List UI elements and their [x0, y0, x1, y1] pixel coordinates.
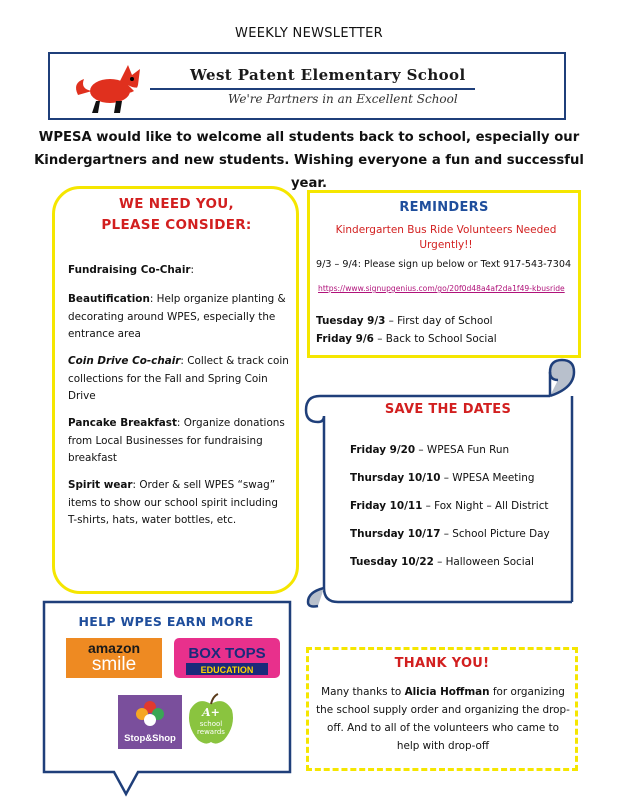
school-word: school [199, 720, 223, 728]
save-date-day: Friday 9/20 [350, 444, 416, 456]
save-date-event: – WPESA Meeting [440, 472, 535, 484]
volunteer-desc: : Order & sell WPES “swag” items to show our school spirit including T-shirts, hats, water bottles, etc. [68, 479, 278, 526]
volunteer-item [68, 262, 290, 280]
box-tops-word: BOX TOPS [188, 645, 266, 662]
flower-icon [118, 695, 182, 733]
amazon-smile-logo[interactable] [66, 638, 162, 678]
save-date-event: – Fox Night – All District [422, 500, 549, 512]
reminders-title: REMINDERS [399, 200, 489, 215]
volunteer-title [54, 194, 299, 236]
volunteer-role: Spirit wear [68, 479, 133, 491]
volunteer-role: Beautification [68, 293, 150, 305]
thank-you-title: THANK YOU! [394, 656, 490, 671]
save-date-day: Thursday 10/17 [350, 528, 441, 540]
volunteer-item [68, 477, 290, 530]
welcome-line-1: WPESA would like to welcome all students back to school, especially our [38, 130, 580, 145]
fox-mascot-icon [70, 55, 150, 117]
volunteer-desc: : Help organize planting & decorating around WPES, especially the entrance area [68, 293, 286, 340]
save-date-day: Friday 10/11 [350, 500, 423, 512]
amazon-word: amazon [87, 640, 141, 656]
volunteer-title-line-2: PLEASE CONSIDER: [101, 217, 252, 233]
save-date-item [350, 528, 550, 540]
reminder-day: Friday 9/6 [316, 333, 374, 345]
education-word: EDUCATION [200, 665, 254, 675]
header-divider [150, 88, 475, 90]
a-plus-rewards-logo[interactable] [186, 692, 236, 748]
rewards-word: rewards [197, 728, 225, 736]
smile-word: smile [91, 654, 137, 675]
stop-and-shop-word: Stop&Shop [124, 733, 176, 744]
thank-you-message [316, 683, 570, 755]
reminders-alert-line-1: Kindergarten Bus Ride Volunteers Needed [335, 224, 557, 236]
newsletter-label: WEEKLY NEWSLETTER [235, 26, 383, 41]
save-dates-title: SAVE THE DATES [384, 402, 512, 417]
save-date-event: – Halloween Social [433, 556, 534, 568]
save-date-item [350, 472, 534, 484]
reminder-date [316, 315, 493, 327]
volunteer-item [68, 353, 290, 406]
save-date-event: – WPESA Fun Run [415, 444, 510, 456]
reminders-alert [315, 223, 577, 253]
welcome-message [28, 126, 590, 195]
save-date-item [350, 500, 548, 512]
thank-you-name: Alicia Hoffman [404, 686, 490, 698]
help-earn-title: HELP WPES EARN MORE [78, 614, 254, 629]
volunteer-desc: : Collect & track coin collections for the Fall and Spring Coin Drive [68, 355, 289, 402]
volunteer-desc: : Organize donations from Local Businesses for fundraising breakfast [68, 417, 285, 464]
volunteer-role: Coin Drive Co-chair [68, 355, 181, 367]
volunteer-item [68, 415, 290, 468]
school-tagline: We're Partners in an Excellent School [228, 92, 458, 106]
stop-and-shop-logo[interactable] [118, 695, 182, 749]
signup-link[interactable]: https://www.signupgenius.com/go/20f0d48a4af2da1f49-kbusride [318, 284, 565, 293]
save-date-day: Tuesday 10/22 [350, 556, 434, 568]
save-date-day: Thursday 10/10 [350, 472, 441, 484]
reminder-event: – First day of School [385, 315, 493, 327]
save-date-item [350, 556, 534, 568]
box-tops-logo[interactable] [172, 634, 282, 682]
a-plus-text: A+ [202, 706, 220, 719]
volunteer-desc: : [190, 264, 195, 276]
reminder-event: – Back to School Social [373, 333, 497, 345]
reminder-day: Tuesday 9/3 [316, 315, 386, 327]
volunteer-role: Pancake Breakfast [68, 417, 177, 429]
save-date-item [350, 444, 509, 456]
save-date-event: – School Picture Day [440, 528, 550, 540]
thank-you-pre: Many thanks to [321, 686, 405, 698]
volunteer-title-line-1: WE NEED YOU, [119, 196, 234, 212]
reminders-alert-line-2: Urgently!! [419, 239, 473, 251]
thank-you-post: for organizing the school supply order and organizing the drop-off. And to all of the volunteers who came to help with drop-off [316, 686, 570, 752]
welcome-line-2: Kindergartners and new students. Wishing everyone a fun and successful year. [34, 153, 584, 191]
reminders-signup-text: 9/3 – 9/4: Please sign up below or Text 917-543-7304 [316, 259, 572, 270]
school-name: West Patent Elementary School [190, 66, 466, 84]
volunteer-item [68, 291, 290, 344]
reminder-date [316, 333, 497, 345]
volunteer-role: Fundraising Co-Chair [68, 264, 191, 276]
